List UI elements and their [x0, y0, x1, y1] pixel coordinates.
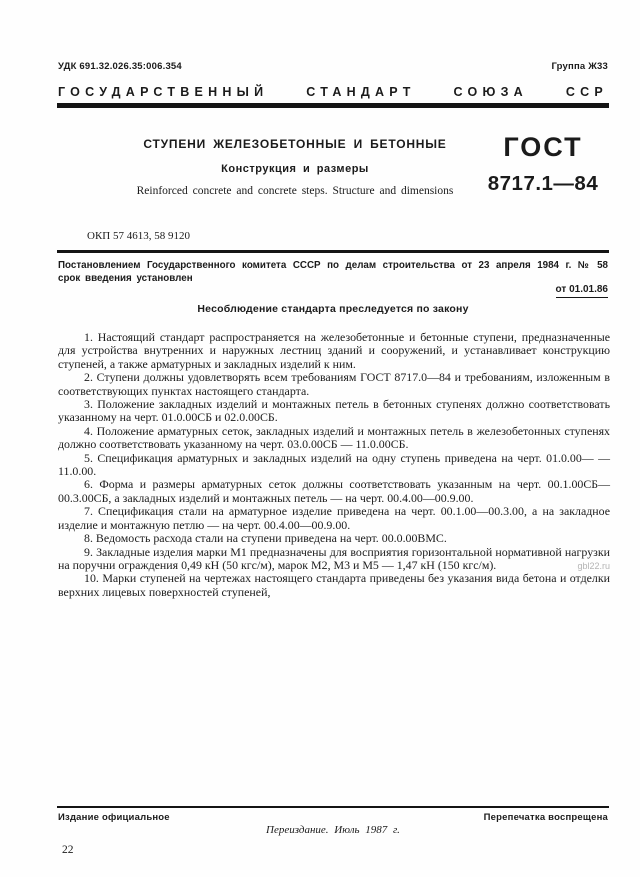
standard-paragraph: 9. Закладные изделия марки М1 предназначены для восприятия горизонтальной нормативной нагрузки на поручни ограждения 0,49 кН (50 кгс/м), марок М2, М3 и М5 — 1,47 кН (150 кгс/м).: [58, 544, 610, 572]
effective-date: [556, 284, 608, 298]
standard-header-word: ССР: [565, 85, 608, 99]
copyright-notice: Перепечатка воспрещена: [483, 812, 608, 823]
header-rule: [57, 103, 609, 108]
group-code: Группа Ж33: [551, 61, 608, 72]
standard-paragraph: 6. Форма и размеры арматурных сеток должны соответствовать указанным на черт. 00.1.00СБ—00.3.00СБ, а закладных изделий и монтажных петель — на черт. 00.4.00—00.9.00.: [58, 477, 610, 505]
gost-label: ГОСТ: [503, 132, 583, 162]
gost-number: 8717.1—84: [487, 172, 599, 195]
udk-code: УДК 691.32.026.35:006.354: [58, 61, 182, 72]
standard-paragraph: 3. Положение закладных изделий и монтажных петель в бетонных ступенях должно соответствовать указанному на черт. 01.0.00СБ и 02.0.00СБ.: [58, 397, 610, 425]
official-edition-label: Издание официальное: [58, 812, 170, 823]
standard-paragraph: 4. Положение арматурных сеток, закладных изделий и монтажных петель в железобетонных ступенях должно соответствовать указанному на черт. 03.0.00СБ — 11.0.00СБ.: [58, 423, 610, 452]
standard-paragraph: 7. Спецификация стали на арматурное изделие приведена на черт. 00.1.00—00.3.00, а на закладное изделие и монтажную петлю — на черт. 00.4.00—00.9.00.: [58, 504, 610, 532]
standard-header-word: СТАНДАРТ: [306, 85, 416, 99]
standard-paragraph: 2. Ступени должны удовлетворять всем требованиям ГОСТ 8717.0—84 и требованиям, изложенным в соответствующих пунктах настоящего стандарта.: [58, 370, 610, 398]
gost-designation: [478, 132, 608, 196]
standard-header: [58, 85, 608, 99]
standard-header-word: СОЮЗА: [453, 85, 528, 99]
effective-date-value: от 01.01.86: [556, 284, 608, 298]
footer-rule: [57, 806, 609, 808]
standard-paragraph: 10. Марки ступеней на чертежах настоящего стандарта приведены без указания вида бетона и отделки верхних лицевых поверхностей ступеней,: [58, 571, 610, 599]
page-number: 22: [62, 844, 74, 856]
title-rule: [57, 250, 609, 253]
standard-body: [58, 331, 610, 599]
okp-code: ОКП 57 4613, 58 9120: [87, 230, 190, 242]
document-subtitle: Конструкция и размеры: [221, 163, 369, 175]
standard-header-word: ГОСУДАРСТВЕННЫЙ: [58, 85, 269, 99]
site-watermark: gbl22.ru: [577, 561, 610, 571]
footer-row: [58, 812, 608, 823]
document-title: СТУПЕНИ ЖЕЛЕЗОБЕТОННЫЕ И БЕТОННЫЕ: [143, 137, 447, 151]
document-meta-row: [58, 61, 608, 72]
standard-paragraph: 1. Настоящий стандарт распространяется на железобетонные и бетонные ступени, предназначенные для устройства внутренних и наружных лестниц зданий и сооружений, и устанавливает конструкцию ступеней, а также арматурных и закладных изделий к ним.: [58, 330, 610, 371]
reprint-notice: Переиздание. Июль 1987 г.: [266, 824, 400, 836]
standard-paragraph: 8. Ведомость расхода стали на ступени приведена на черт. 00.0.00ВМС.: [84, 531, 447, 546]
standard-paragraph: 5. Спецификация арматурных и закладных изделий на одну ступень приведена на черт. 01.0.00— —11.0.00.: [58, 450, 610, 479]
decree-text: Постановлением Государственного комитета СССР по делам строительства от 23 апреля 1984 г. № 58 срок введения установлен: [58, 260, 608, 284]
document-title-english: Reinforced concrete and concrete steps. Structure and dimensions: [136, 185, 454, 197]
law-notice: Несоблюдение стандарта преследуется по закону: [197, 303, 469, 315]
title-block: [60, 137, 530, 197]
